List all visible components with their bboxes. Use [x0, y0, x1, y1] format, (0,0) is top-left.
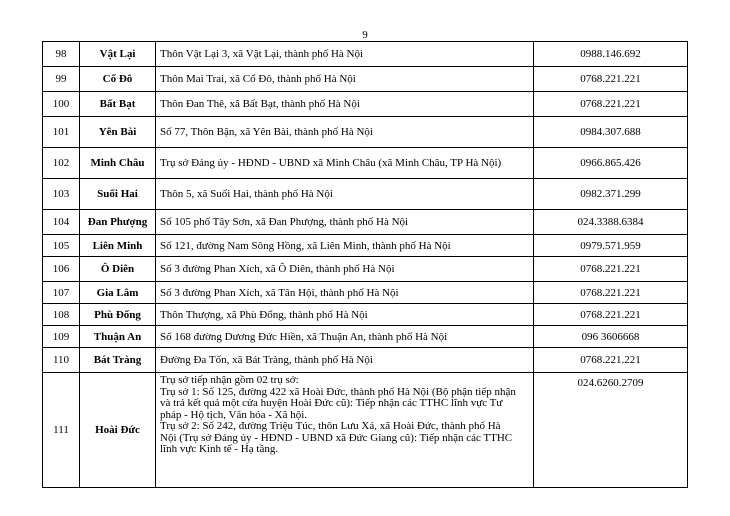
commune-name: Bất Bạt: [80, 92, 156, 117]
commune-address: [156, 117, 534, 148]
commune-name: Liên Minh: [80, 235, 156, 257]
row-number: 102: [43, 148, 80, 179]
commune-name: Vật Lại: [80, 42, 156, 67]
address-line: Số 3 đường Phan Xích, xã Tân Hội, thành phố Hà Nội: [160, 286, 399, 299]
address-line: Số 121, đường Nam Sông Hồng, xã Liên Minh, thành phố Hà Nội: [160, 239, 451, 252]
commune-name: Cổ Đô: [80, 67, 156, 92]
commune-name: Đan Phượng: [80, 210, 156, 235]
phone-number: 0768.221.221: [534, 92, 688, 117]
commune-address: [156, 326, 534, 348]
commune-name: Ô Diên: [80, 257, 156, 282]
table-row: [43, 210, 688, 235]
commune-address: [156, 373, 534, 488]
address-line: Thôn Thượng, xã Phù Đổng, thành phố Hà Nội: [160, 308, 368, 321]
commune-name: Yên Bài: [80, 117, 156, 148]
commune-name: Phù Đổng: [80, 304, 156, 326]
table-row: [43, 117, 688, 148]
address-line: Trụ sở tiếp nhận gồm 02 trụ sở:: [160, 374, 299, 386]
row-number: 108: [43, 304, 80, 326]
address-line: Số 77, Thôn Bận, xã Yên Bài, thành phố Hà Nội: [160, 126, 373, 138]
commune-address: [156, 304, 534, 326]
commune-name: Hoài Đức: [80, 373, 156, 488]
address-line: Thôn Vật Lại 3, xã Vật Lại, thành phố Hà Nội: [160, 48, 364, 60]
commune-name: Suối Hai: [80, 179, 156, 210]
commune-name: Gia Lâm: [80, 282, 156, 304]
table-row: [43, 257, 688, 282]
commune-address: [156, 67, 534, 92]
address-line: và trả kết quả một cửa huyện Hoài Đức cũ): Tiếp nhận các TTHC lĩnh vực Tư: [160, 397, 503, 409]
table-row: [43, 326, 688, 348]
phone-number: 0768.221.221: [534, 257, 688, 282]
table-body: [43, 42, 688, 488]
table-row: [43, 373, 688, 488]
table-row: [43, 179, 688, 210]
commune-address: [156, 42, 534, 67]
row-number: 107: [43, 282, 80, 304]
page-number: 9: [362, 29, 368, 41]
row-number: 104: [43, 210, 80, 235]
address-line: Đường Đa Tốn, xã Bát Tràng, thành phố Hà Nội: [160, 354, 373, 366]
address-line: lĩnh vực Kinh tế - Hạ tầng.: [160, 443, 279, 455]
phone-number: 0982.371.299: [534, 179, 688, 210]
address-line: Số 105 phố Tây Sơn, xã Đan Phượng, thành phố Hà Nội: [160, 216, 409, 228]
row-number: 101: [43, 117, 80, 148]
table-row: [43, 348, 688, 373]
phone-number: 024.3388.6384: [534, 210, 688, 235]
phone-number: 0966.865.426: [534, 148, 688, 179]
table-row: [43, 67, 688, 92]
row-number: 110: [43, 348, 80, 373]
table-row: [43, 42, 688, 67]
commune-address: [156, 148, 534, 179]
phone-number: 0988.146.692: [534, 42, 688, 67]
address-line: Trụ sở 1: Số 125, đường 422 xã Hoài Đức, thành phố Hà Nội (Bộ phận tiếp nhận: [160, 385, 516, 398]
row-number: 99: [43, 67, 80, 92]
phone-number: 024.6260.2709: [534, 373, 688, 488]
row-number: 103: [43, 179, 80, 210]
address-line: Số 3 đường Phan Xích, xã Ô Diên, thành phố Hà Nội: [160, 263, 395, 275]
row-number: 105: [43, 235, 80, 257]
phone-number: 0768.221.221: [534, 67, 688, 92]
table-row: [43, 148, 688, 179]
row-number: 100: [43, 92, 80, 117]
commune-name: Thuận An: [80, 326, 156, 348]
table-row: [43, 304, 688, 326]
commune-address: [156, 210, 534, 235]
commune-table: [42, 41, 688, 488]
commune-name: Bát Tràng: [80, 348, 156, 373]
address-line: Thôn 5, xã Suối Hai, thành phố Hà Nội: [160, 188, 333, 200]
table-row: [43, 92, 688, 117]
table-row: [43, 235, 688, 257]
commune-address: [156, 235, 534, 257]
phone-number: 0979.571.959: [534, 235, 688, 257]
row-number: 109: [43, 326, 80, 348]
address-line: Trụ sở Đảng ủy - HĐND - UBND xã Minh Châu (xã Minh Châu, TP Hà Nội): [160, 157, 502, 169]
row-number: 106: [43, 257, 80, 282]
row-number: 98: [43, 42, 80, 67]
commune-address: [156, 179, 534, 210]
address-line: Nội (Trụ sở Đảng ủy - HĐND - UBND xã Đức Giang cũ): Tiếp nhận các TTHC: [160, 431, 513, 444]
phone-number: 0768.221.221: [534, 348, 688, 373]
address-line: Thôn Mai Trai, xã Cổ Đô, thành phố Hà Nội: [160, 73, 356, 85]
commune-address: [156, 282, 534, 304]
phone-number: 0768.221.221: [534, 282, 688, 304]
address-line: Thôn Đan Thê, xã Bất Bạt, thành phố Hà Nội: [160, 98, 360, 110]
row-number: 111: [43, 373, 80, 488]
phone-number: 096 3606668: [534, 326, 688, 348]
commune-address: [156, 348, 534, 373]
phone-number: 0768.221.221: [534, 304, 688, 326]
phone-number: 0984.307.688: [534, 117, 688, 148]
commune-address: [156, 92, 534, 117]
address-line: pháp - Hộ tịch, Văn hóa - Xã hội.: [160, 408, 308, 421]
table-row: [43, 282, 688, 304]
commune-name: Minh Châu: [80, 148, 156, 179]
address-line: Số 168 đường Dương Đức Hiền, xã Thuận An, thành phố Hà Nội: [160, 330, 448, 343]
address-line: Trụ sở 2: Số 242, đường Triệu Túc, thôn Lưu Xá, xã Hoài Đức, thành phố Hà: [160, 420, 501, 432]
commune-address: [156, 257, 534, 282]
